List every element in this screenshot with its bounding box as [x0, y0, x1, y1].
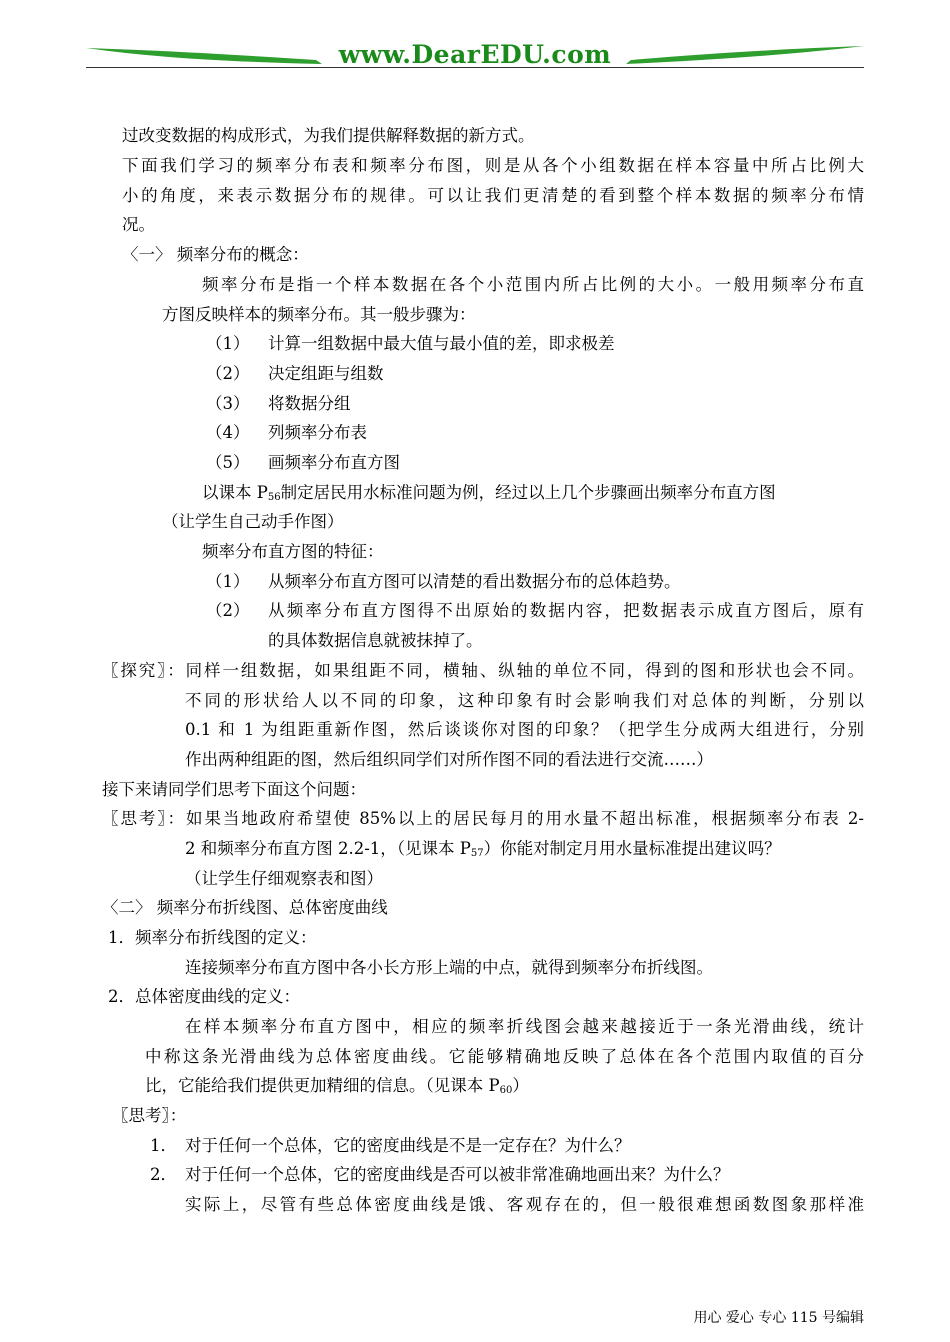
list-item: 列频率分布表 — [268, 423, 367, 442]
text-line: 〖探究〗：同样一组数据，如果组距不同，横轴、纵轴的单位不同，得到的图和形状也会不同。 — [102, 661, 864, 680]
numbered-heading: 1．频率分布折线图的定义： — [108, 928, 317, 947]
section-heading: 〈二〉 频率分布折线图、总体密度曲线 — [102, 898, 388, 917]
list-item: 对于任何一个总体，它的密度曲线是不是一定存在？为什么？ — [185, 1136, 631, 1155]
list-marker: 2． — [150, 1165, 177, 1184]
text-line: （让学生自己动手作图） — [162, 512, 344, 531]
list-marker: （5） — [206, 453, 250, 472]
text-line — [185, 839, 781, 859]
text-line: 下面我们学习的频率分布表和频率分布图，则是从各个小组数据在样本容量中所占比例大 — [122, 156, 864, 175]
text-line: 接下来请同学们思考下面这个问题： — [102, 780, 366, 799]
page-header — [86, 38, 864, 74]
text-line: （让学生仔细观察表和图） — [185, 869, 383, 888]
text-line: 〖思考〗：如果当地政府希望使 85%以上的居民每月的用水量不超出标准，根据频率分布表 2- — [102, 809, 864, 828]
text-span: 比，它能给我们提供更加精细的信息。（见课本 P — [145, 1076, 500, 1095]
text-span: ） — [512, 1076, 529, 1095]
site-logo: www.DearEDU.com — [338, 40, 612, 69]
text-line: 况。 — [122, 215, 155, 234]
list-item: 将数据分组 — [268, 394, 351, 413]
list-item: 对于任何一个总体，它的密度曲线是否可以被非常准确地画出来？为什么？ — [185, 1165, 730, 1184]
text-line: 中称这条光滑曲线为总体密度曲线。它能够精确地反映了总体在各个范围内取值的百分 — [145, 1047, 864, 1066]
list-item: 从频率分布直方图得不出原始的数据内容，把数据表示成直方图后，原有 — [268, 601, 864, 620]
list-item: 决定组距与组数 — [268, 364, 384, 383]
text-line: 不同的形状给人以不同的印象，这种印象有时会影响我们对总体的判断，分别以 — [185, 691, 864, 710]
text-line: 小的角度，来表示数据分布的规律。可以让我们更清楚的看到整个样本数据的频率分布情 — [122, 186, 864, 205]
text-span: 2 和频率分布直方图 2.2-1，（见课本 P — [185, 839, 471, 858]
text-line: 频率分布直方图的特征： — [202, 542, 384, 561]
page-subscript: 57 — [470, 848, 484, 859]
text-line — [145, 1076, 529, 1096]
list-item: 计算一组数据中最大值与最小值的差，即求极差 — [268, 334, 615, 353]
page-footer: 用心 爱心 专心 115 号编辑 — [693, 1310, 864, 1326]
section-heading: 〖思考〗： — [112, 1106, 187, 1125]
list-marker: （2） — [206, 364, 250, 383]
text-line: 过改变数据的构成形式，为我们提供解释数据的新方式。 — [122, 126, 535, 145]
text-line: 频率分布是指一个样本数据在各个小范围内所占比例的大小。一般用频率分布直 — [202, 275, 864, 294]
list-item: 画频率分布直方图 — [268, 453, 400, 472]
list-marker: （4） — [206, 423, 250, 442]
text-line: 作出两种组距的图，然后组织同学们对所作图不同的看法进行交流……） — [185, 750, 713, 769]
list-marker: （1） — [206, 334, 250, 353]
text-span: 制定居民用水标准问题为例，经过以上几个步骤画出频率分布直方图 — [280, 483, 776, 502]
text-line: 实际上，尽管有些总体密度曲线是饿、客观存在的，但一般很难想函数图象那样准 — [185, 1195, 864, 1214]
header-divider — [86, 67, 864, 68]
page-subscript: 60 — [499, 1085, 513, 1096]
text-line: 方图反映样本的频率分布。其一般步骤为： — [162, 305, 476, 324]
text-span: ）你能对制定月用水量标准提出建议吗？ — [483, 839, 781, 858]
text-span: 以课本 P — [202, 483, 268, 502]
list-marker: （1） — [206, 572, 250, 591]
section-heading: 〈一〉 频率分布的概念： — [122, 245, 309, 264]
numbered-heading: 2．总体密度曲线的定义： — [108, 987, 300, 1006]
list-item: 从频率分布直方图可以清楚的看出数据分布的总体趋势。 — [268, 572, 681, 591]
list-marker: （2） — [206, 601, 250, 620]
text-line — [202, 483, 776, 503]
text-line: 在样本频率分布直方图中，相应的频率折线图会越来越接近于一条光滑曲线，统计 — [185, 1017, 864, 1036]
list-marker: 1． — [150, 1136, 177, 1155]
text-line: 连接频率分布直方图中各小长方形上端的中点，就得到频率分布折线图。 — [185, 958, 713, 977]
page-subscript: 56 — [267, 492, 281, 503]
text-line: 的具体数据信息就被抹掉了。 — [268, 631, 483, 650]
list-marker: （3） — [206, 394, 250, 413]
text-line: 0.1 和 1 为组距重新作图，然后谈谈你对图的印象？（把学生分成两大组进行，分别 — [185, 720, 864, 739]
